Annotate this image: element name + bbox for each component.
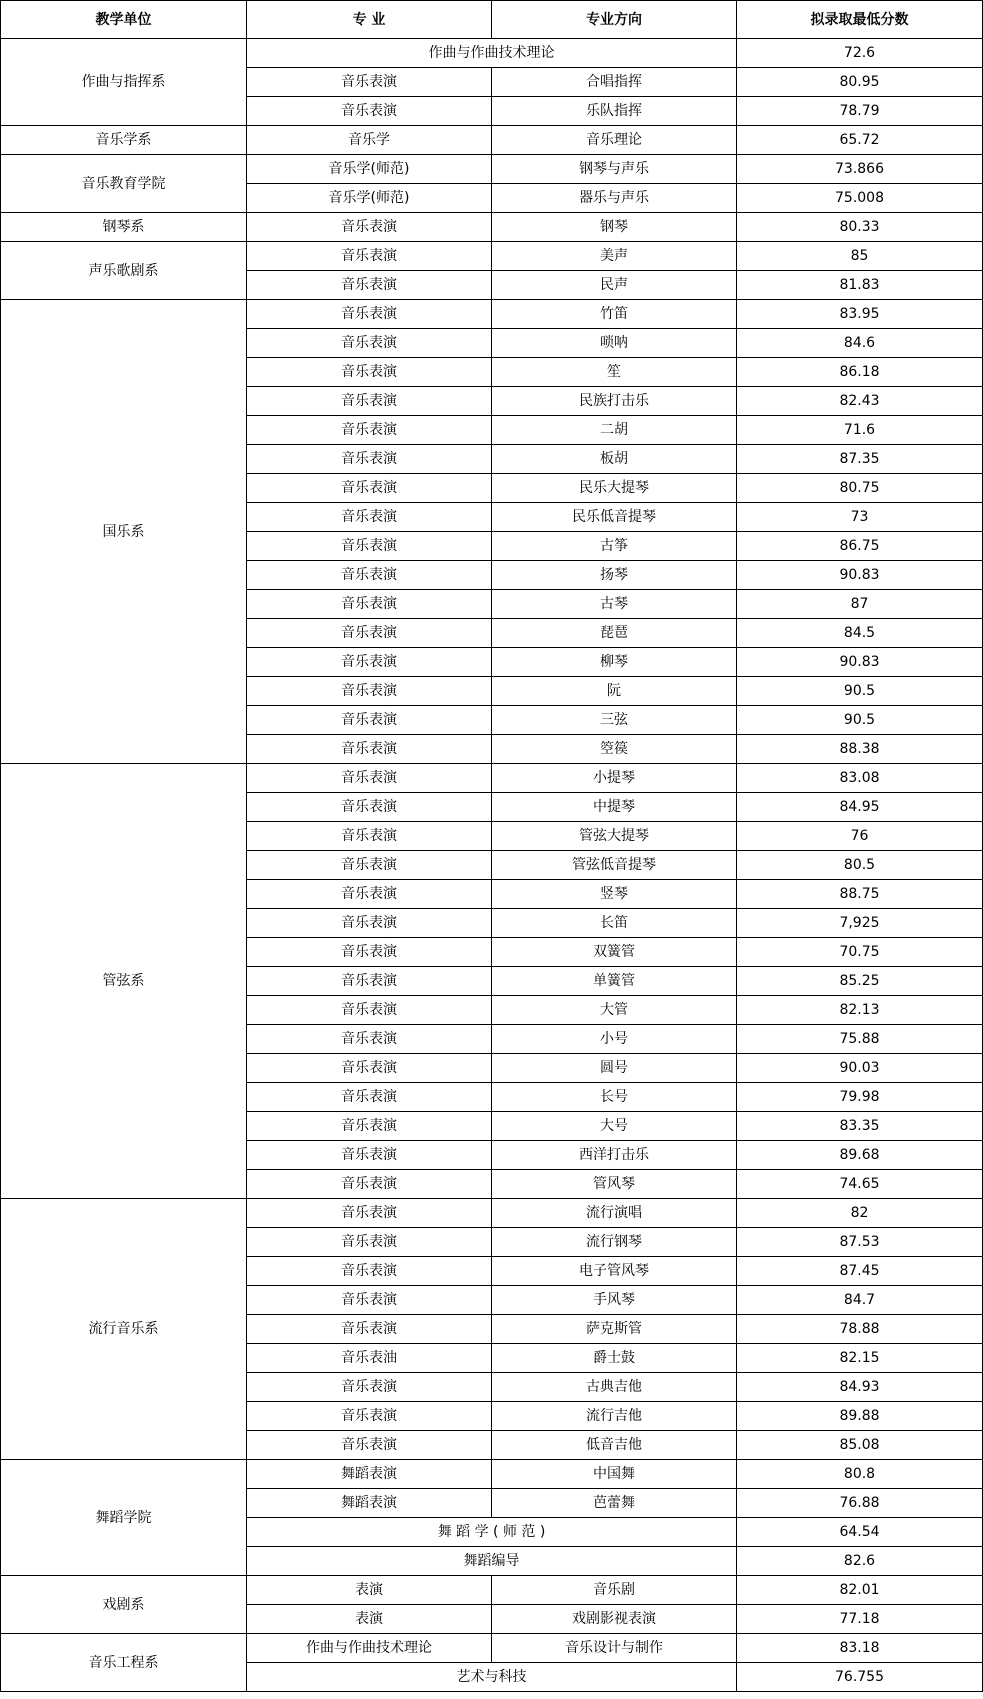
min-score-cell: 82 <box>737 1199 983 1228</box>
direction-cell: 管风琴 <box>492 1170 737 1199</box>
major-cell: 音乐表演 <box>247 474 492 503</box>
min-score-cell: 84.5 <box>737 619 983 648</box>
min-score-cell: 88.75 <box>737 880 983 909</box>
unit-cell: 音乐学系 <box>1 126 247 155</box>
table-row <box>1 213 983 242</box>
direction-cell: 流行钢琴 <box>492 1228 737 1257</box>
direction-cell: 音乐设计与制作 <box>492 1634 737 1663</box>
unit-cell: 作曲与指挥系 <box>1 39 247 126</box>
direction-cell: 三弦 <box>492 706 737 735</box>
min-score-cell: 83.95 <box>737 300 983 329</box>
major-cell: 音乐表演 <box>247 648 492 677</box>
direction-cell: 板胡 <box>492 445 737 474</box>
major-cell: 音乐表演 <box>247 1402 492 1431</box>
direction-cell: 大号 <box>492 1112 737 1141</box>
min-score-cell: 84.93 <box>737 1373 983 1402</box>
min-score-cell: 78.88 <box>737 1315 983 1344</box>
major-cell: 音乐表演 <box>247 619 492 648</box>
min-score-cell: 7,925 <box>737 909 983 938</box>
table-row <box>1 155 983 184</box>
min-score-cell: 74.65 <box>737 1170 983 1199</box>
min-score-cell: 75.008 <box>737 184 983 213</box>
min-score-cell: 80.75 <box>737 474 983 503</box>
major-cell: 音乐表演 <box>247 329 492 358</box>
table-row <box>1 1634 983 1663</box>
min-score-cell: 80.5 <box>737 851 983 880</box>
min-score-cell: 65.72 <box>737 126 983 155</box>
direction-cell: 民声 <box>492 271 737 300</box>
direction-cell: 器乐与声乐 <box>492 184 737 213</box>
direction-cell: 二胡 <box>492 416 737 445</box>
major-cell: 音乐表演 <box>247 416 492 445</box>
min-score-cell: 84.95 <box>737 793 983 822</box>
min-score-cell: 86.18 <box>737 358 983 387</box>
major-cell: 音乐表演 <box>247 735 492 764</box>
min-score-cell: 80.95 <box>737 68 983 97</box>
major-cell: 音乐表演 <box>247 909 492 938</box>
table-row <box>1 764 983 793</box>
min-score-cell: 83.18 <box>737 1634 983 1663</box>
direction-cell: 合唱指挥 <box>492 68 737 97</box>
direction-cell: 乐队指挥 <box>492 97 737 126</box>
major-cell: 音乐表演 <box>247 793 492 822</box>
min-score-cell: 83.08 <box>737 764 983 793</box>
direction-cell: 美声 <box>492 242 737 271</box>
direction-cell: 爵士鼓 <box>492 1344 737 1373</box>
major-cell: 音乐表演 <box>247 1228 492 1257</box>
min-score-cell: 89.88 <box>737 1402 983 1431</box>
direction-cell: 低音吉他 <box>492 1431 737 1460</box>
min-score-cell: 76.88 <box>737 1489 983 1518</box>
table-body <box>1 39 983 1692</box>
table-row <box>1 1199 983 1228</box>
major-cell: 作曲与作曲技术理论 <box>247 1634 492 1663</box>
min-score-cell: 73 <box>737 503 983 532</box>
direction-cell: 小号 <box>492 1025 737 1054</box>
direction-cell: 钢琴 <box>492 213 737 242</box>
major-cell: 音乐表演 <box>247 97 492 126</box>
major-cell: 音乐表演 <box>247 1315 492 1344</box>
header-unit: 教学单位 <box>1 1 247 39</box>
major-cell: 音乐表演 <box>247 1286 492 1315</box>
major-cell: 音乐学(师范) <box>247 184 492 213</box>
major-cell: 音乐表演 <box>247 590 492 619</box>
major-cell: 音乐表演 <box>247 1170 492 1199</box>
major-cell: 音乐表演 <box>247 387 492 416</box>
min-score-cell: 79.98 <box>737 1083 983 1112</box>
min-score-cell: 87.53 <box>737 1228 983 1257</box>
header-min-score: 拟录取最低分数 <box>737 1 983 39</box>
min-score-cell: 76.755 <box>737 1663 983 1692</box>
unit-cell: 音乐教育学院 <box>1 155 247 213</box>
unit-cell: 戏剧系 <box>1 1576 247 1634</box>
min-score-cell: 64.54 <box>737 1518 983 1547</box>
major-direction-cell: 舞蹈编导 <box>247 1547 737 1576</box>
min-score-cell: 85.25 <box>737 967 983 996</box>
major-cell: 音乐表演 <box>247 1141 492 1170</box>
major-direction-cell: 艺术与科技 <box>247 1663 737 1692</box>
table-row <box>1 300 983 329</box>
major-cell: 音乐表演 <box>247 822 492 851</box>
major-cell: 音乐表演 <box>247 1199 492 1228</box>
major-cell: 音乐学 <box>247 126 492 155</box>
table-row <box>1 39 983 68</box>
min-score-cell: 90.5 <box>737 677 983 706</box>
min-score-cell: 82.01 <box>737 1576 983 1605</box>
major-cell: 音乐表演 <box>247 532 492 561</box>
min-score-cell: 73.866 <box>737 155 983 184</box>
major-direction-cell: 舞 蹈 学 ( 师 范 ) <box>247 1518 737 1547</box>
major-cell: 音乐表演 <box>247 358 492 387</box>
table-row <box>1 1460 983 1489</box>
direction-cell: 阮 <box>492 677 737 706</box>
direction-cell: 萨克斯管 <box>492 1315 737 1344</box>
min-score-cell: 82.6 <box>737 1547 983 1576</box>
major-cell: 音乐表演 <box>247 1025 492 1054</box>
direction-cell: 单簧管 <box>492 967 737 996</box>
major-cell: 音乐表演 <box>247 242 492 271</box>
direction-cell: 琵琶 <box>492 619 737 648</box>
unit-cell: 钢琴系 <box>1 213 247 242</box>
direction-cell: 圆号 <box>492 1054 737 1083</box>
major-cell: 音乐表油 <box>247 1344 492 1373</box>
major-cell: 音乐表演 <box>247 445 492 474</box>
min-score-cell: 90.5 <box>737 706 983 735</box>
direction-cell: 民族打击乐 <box>492 387 737 416</box>
major-cell: 音乐表演 <box>247 1257 492 1286</box>
direction-cell: 古典吉他 <box>492 1373 737 1402</box>
direction-cell: 音乐剧 <box>492 1576 737 1605</box>
direction-cell: 长笛 <box>492 909 737 938</box>
major-cell: 音乐学(师范) <box>247 155 492 184</box>
min-score-cell: 85 <box>737 242 983 271</box>
table-row <box>1 1576 983 1605</box>
min-score-cell: 84.6 <box>737 329 983 358</box>
direction-cell: 大管 <box>492 996 737 1025</box>
unit-cell: 声乐歌剧系 <box>1 242 247 300</box>
min-score-cell: 90.83 <box>737 648 983 677</box>
table-row <box>1 242 983 271</box>
direction-cell: 古琴 <box>492 590 737 619</box>
direction-cell: 管弦大提琴 <box>492 822 737 851</box>
direction-cell: 民乐大提琴 <box>492 474 737 503</box>
major-cell: 音乐表演 <box>247 1431 492 1460</box>
min-score-cell: 87.45 <box>737 1257 983 1286</box>
direction-cell: 民乐低音提琴 <box>492 503 737 532</box>
direction-cell: 唢呐 <box>492 329 737 358</box>
major-cell: 音乐表演 <box>247 938 492 967</box>
unit-cell: 管弦系 <box>1 764 247 1199</box>
direction-cell: 扬琴 <box>492 561 737 590</box>
major-cell: 音乐表演 <box>247 1083 492 1112</box>
direction-cell: 芭蕾舞 <box>492 1489 737 1518</box>
min-score-cell: 88.38 <box>737 735 983 764</box>
direction-cell: 流行吉他 <box>492 1402 737 1431</box>
major-cell: 表演 <box>247 1605 492 1634</box>
major-cell: 音乐表演 <box>247 996 492 1025</box>
major-cell: 音乐表演 <box>247 967 492 996</box>
min-score-cell: 80.8 <box>737 1460 983 1489</box>
major-cell: 音乐表演 <box>247 271 492 300</box>
unit-cell: 国乐系 <box>1 300 247 764</box>
major-cell: 表演 <box>247 1576 492 1605</box>
min-score-cell: 77.18 <box>737 1605 983 1634</box>
major-cell: 音乐表演 <box>247 68 492 97</box>
major-direction-cell: 作曲与作曲技术理论 <box>247 39 737 68</box>
major-cell: 音乐表演 <box>247 1112 492 1141</box>
direction-cell: 中国舞 <box>492 1460 737 1489</box>
min-score-cell: 78.79 <box>737 97 983 126</box>
table-row <box>1 126 983 155</box>
major-cell: 音乐表演 <box>247 880 492 909</box>
direction-cell: 西洋打击乐 <box>492 1141 737 1170</box>
min-score-cell: 85.08 <box>737 1431 983 1460</box>
min-score-cell: 87 <box>737 590 983 619</box>
unit-cell: 舞蹈学院 <box>1 1460 247 1576</box>
direction-cell: 中提琴 <box>492 793 737 822</box>
header-major: 专 业 <box>247 1 492 39</box>
direction-cell: 竖琴 <box>492 880 737 909</box>
major-cell: 音乐表演 <box>247 300 492 329</box>
min-score-cell: 82.43 <box>737 387 983 416</box>
major-cell: 音乐表演 <box>247 851 492 880</box>
min-score-cell: 80.33 <box>737 213 983 242</box>
min-score-cell: 71.6 <box>737 416 983 445</box>
min-score-cell: 87.35 <box>737 445 983 474</box>
major-cell: 音乐表演 <box>247 706 492 735</box>
min-score-cell: 90.03 <box>737 1054 983 1083</box>
min-score-cell: 82.13 <box>737 996 983 1025</box>
major-cell: 音乐表演 <box>247 677 492 706</box>
major-cell: 音乐表演 <box>247 503 492 532</box>
direction-cell: 流行演唱 <box>492 1199 737 1228</box>
direction-cell: 手风琴 <box>492 1286 737 1315</box>
direction-cell: 竹笛 <box>492 300 737 329</box>
direction-cell: 柳琴 <box>492 648 737 677</box>
min-score-cell: 72.6 <box>737 39 983 68</box>
unit-cell: 音乐工程系 <box>1 1634 247 1692</box>
major-cell: 音乐表演 <box>247 1054 492 1083</box>
direction-cell: 古筝 <box>492 532 737 561</box>
header-row <box>1 1 983 39</box>
min-score-cell: 76 <box>737 822 983 851</box>
major-cell: 舞蹈表演 <box>247 1489 492 1518</box>
min-score-cell: 86.75 <box>737 532 983 561</box>
direction-cell: 钢琴与声乐 <box>492 155 737 184</box>
major-cell: 音乐表演 <box>247 764 492 793</box>
direction-cell: 电子管风琴 <box>492 1257 737 1286</box>
header-direction: 专业方向 <box>492 1 737 39</box>
direction-cell: 小提琴 <box>492 764 737 793</box>
min-score-cell: 89.68 <box>737 1141 983 1170</box>
unit-cell: 流行音乐系 <box>1 1199 247 1460</box>
direction-cell: 笙 <box>492 358 737 387</box>
min-score-cell: 75.88 <box>737 1025 983 1054</box>
min-score-cell: 70.75 <box>737 938 983 967</box>
major-cell: 音乐表演 <box>247 561 492 590</box>
direction-cell: 双簧管 <box>492 938 737 967</box>
direction-cell: 管弦低音提琴 <box>492 851 737 880</box>
major-cell: 舞蹈表演 <box>247 1460 492 1489</box>
min-score-cell: 82.15 <box>737 1344 983 1373</box>
direction-cell: 戏剧影视表演 <box>492 1605 737 1634</box>
major-cell: 音乐表演 <box>247 213 492 242</box>
min-score-cell: 81.83 <box>737 271 983 300</box>
direction-cell: 长号 <box>492 1083 737 1112</box>
direction-cell: 音乐理论 <box>492 126 737 155</box>
major-cell: 音乐表演 <box>247 1373 492 1402</box>
min-score-cell: 84.7 <box>737 1286 983 1315</box>
min-score-cell: 83.35 <box>737 1112 983 1141</box>
min-score-cell: 90.83 <box>737 561 983 590</box>
direction-cell: 箜篌 <box>492 735 737 764</box>
